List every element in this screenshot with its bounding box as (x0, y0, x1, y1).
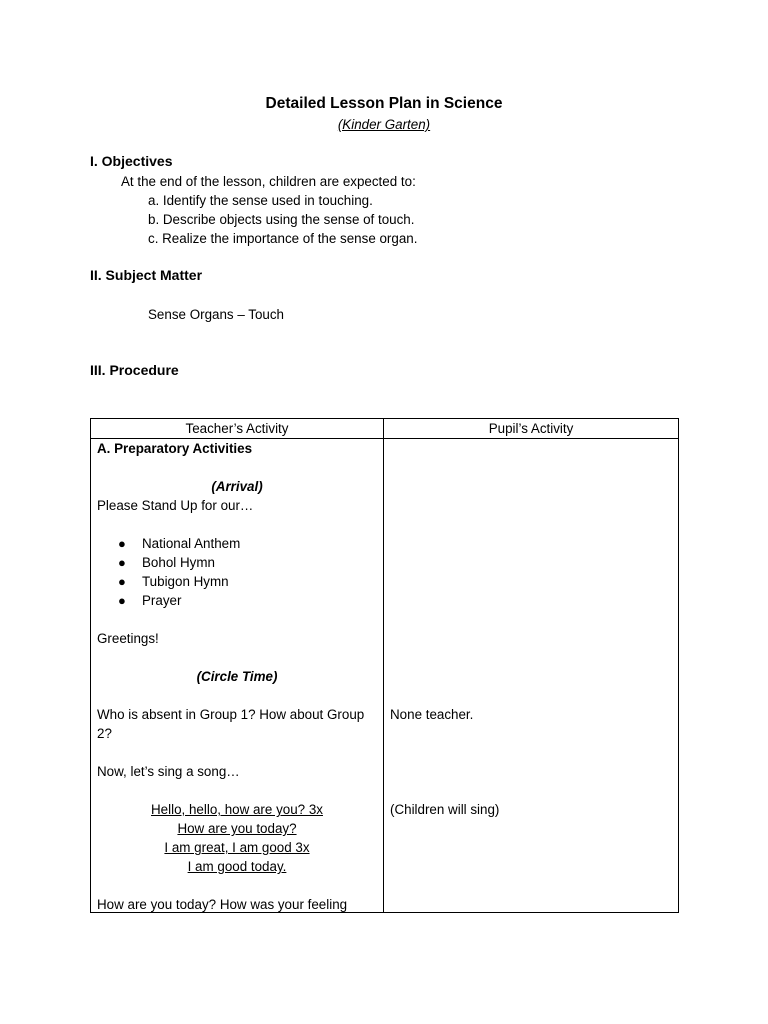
anthem-list (97, 534, 377, 610)
document-title: Detailed Lesson Plan in Science (265, 95, 503, 112)
table-header-row (91, 419, 679, 439)
circle-time-label: (Circle Time) (196, 669, 278, 684)
objective-item: a. Identify the sense used in touching. (148, 193, 373, 208)
feeling-question: How are you today? How was your feeling (97, 897, 348, 912)
bullet-icon: ● (118, 555, 126, 570)
stand-up-prompt: Please Stand Up for our… (97, 498, 254, 513)
song-line: Hello, hello, how are you? 3x (151, 802, 323, 817)
preparatory-activities-heading: A. Preparatory Activities (97, 441, 253, 456)
objectives-heading: I. Objectives (90, 153, 173, 169)
bullet-icon: ● (118, 574, 126, 589)
pupil-activity-cell (384, 439, 679, 913)
procedure-table (90, 418, 679, 913)
greetings-text: Greetings! (97, 631, 159, 646)
document-subtitle: (Kinder Garten) (337, 117, 431, 132)
objectives-intro: At the end of the lesson, children are expected to: (121, 174, 416, 189)
arrival-label: (Arrival) (211, 479, 263, 494)
teacher-activity-header: Teacher’s Activity (91, 419, 384, 439)
objective-item: c. Realize the importance of the sense organ. (148, 231, 418, 246)
table-row (91, 439, 679, 913)
sing-prompt: Now, let’s sing a song… (97, 764, 240, 779)
song-line: How are you today? (177, 821, 297, 836)
absent-question-line1: Who is absent in Group 1? How about Group (97, 707, 365, 722)
list-item: ● Prayer (118, 593, 182, 608)
bullet-icon: ● (118, 536, 126, 551)
subject-matter-heading: II. Subject Matter (90, 267, 203, 283)
absent-answer: None teacher. (390, 707, 474, 722)
subject-topic: Sense Organs – Touch (148, 307, 284, 322)
song-line: I am great, I am good 3x (164, 840, 310, 855)
sing-answer: (Children will sing) (390, 802, 500, 817)
teacher-activity-cell (91, 439, 384, 913)
list-item: ● National Anthem (118, 536, 241, 551)
list-item: ● Bohol Hymn (118, 555, 215, 570)
procedure-heading: III. Procedure (90, 362, 179, 378)
objective-item: b. Describe objects using the sense of touch. (148, 212, 415, 227)
absent-question-line2: 2? (97, 726, 112, 741)
bullet-icon: ● (118, 593, 126, 608)
song-line: I am good today. (187, 859, 287, 874)
pupil-activity-header: Pupil’s Activity (384, 419, 679, 439)
list-item: ● Tubigon Hymn (118, 574, 229, 589)
